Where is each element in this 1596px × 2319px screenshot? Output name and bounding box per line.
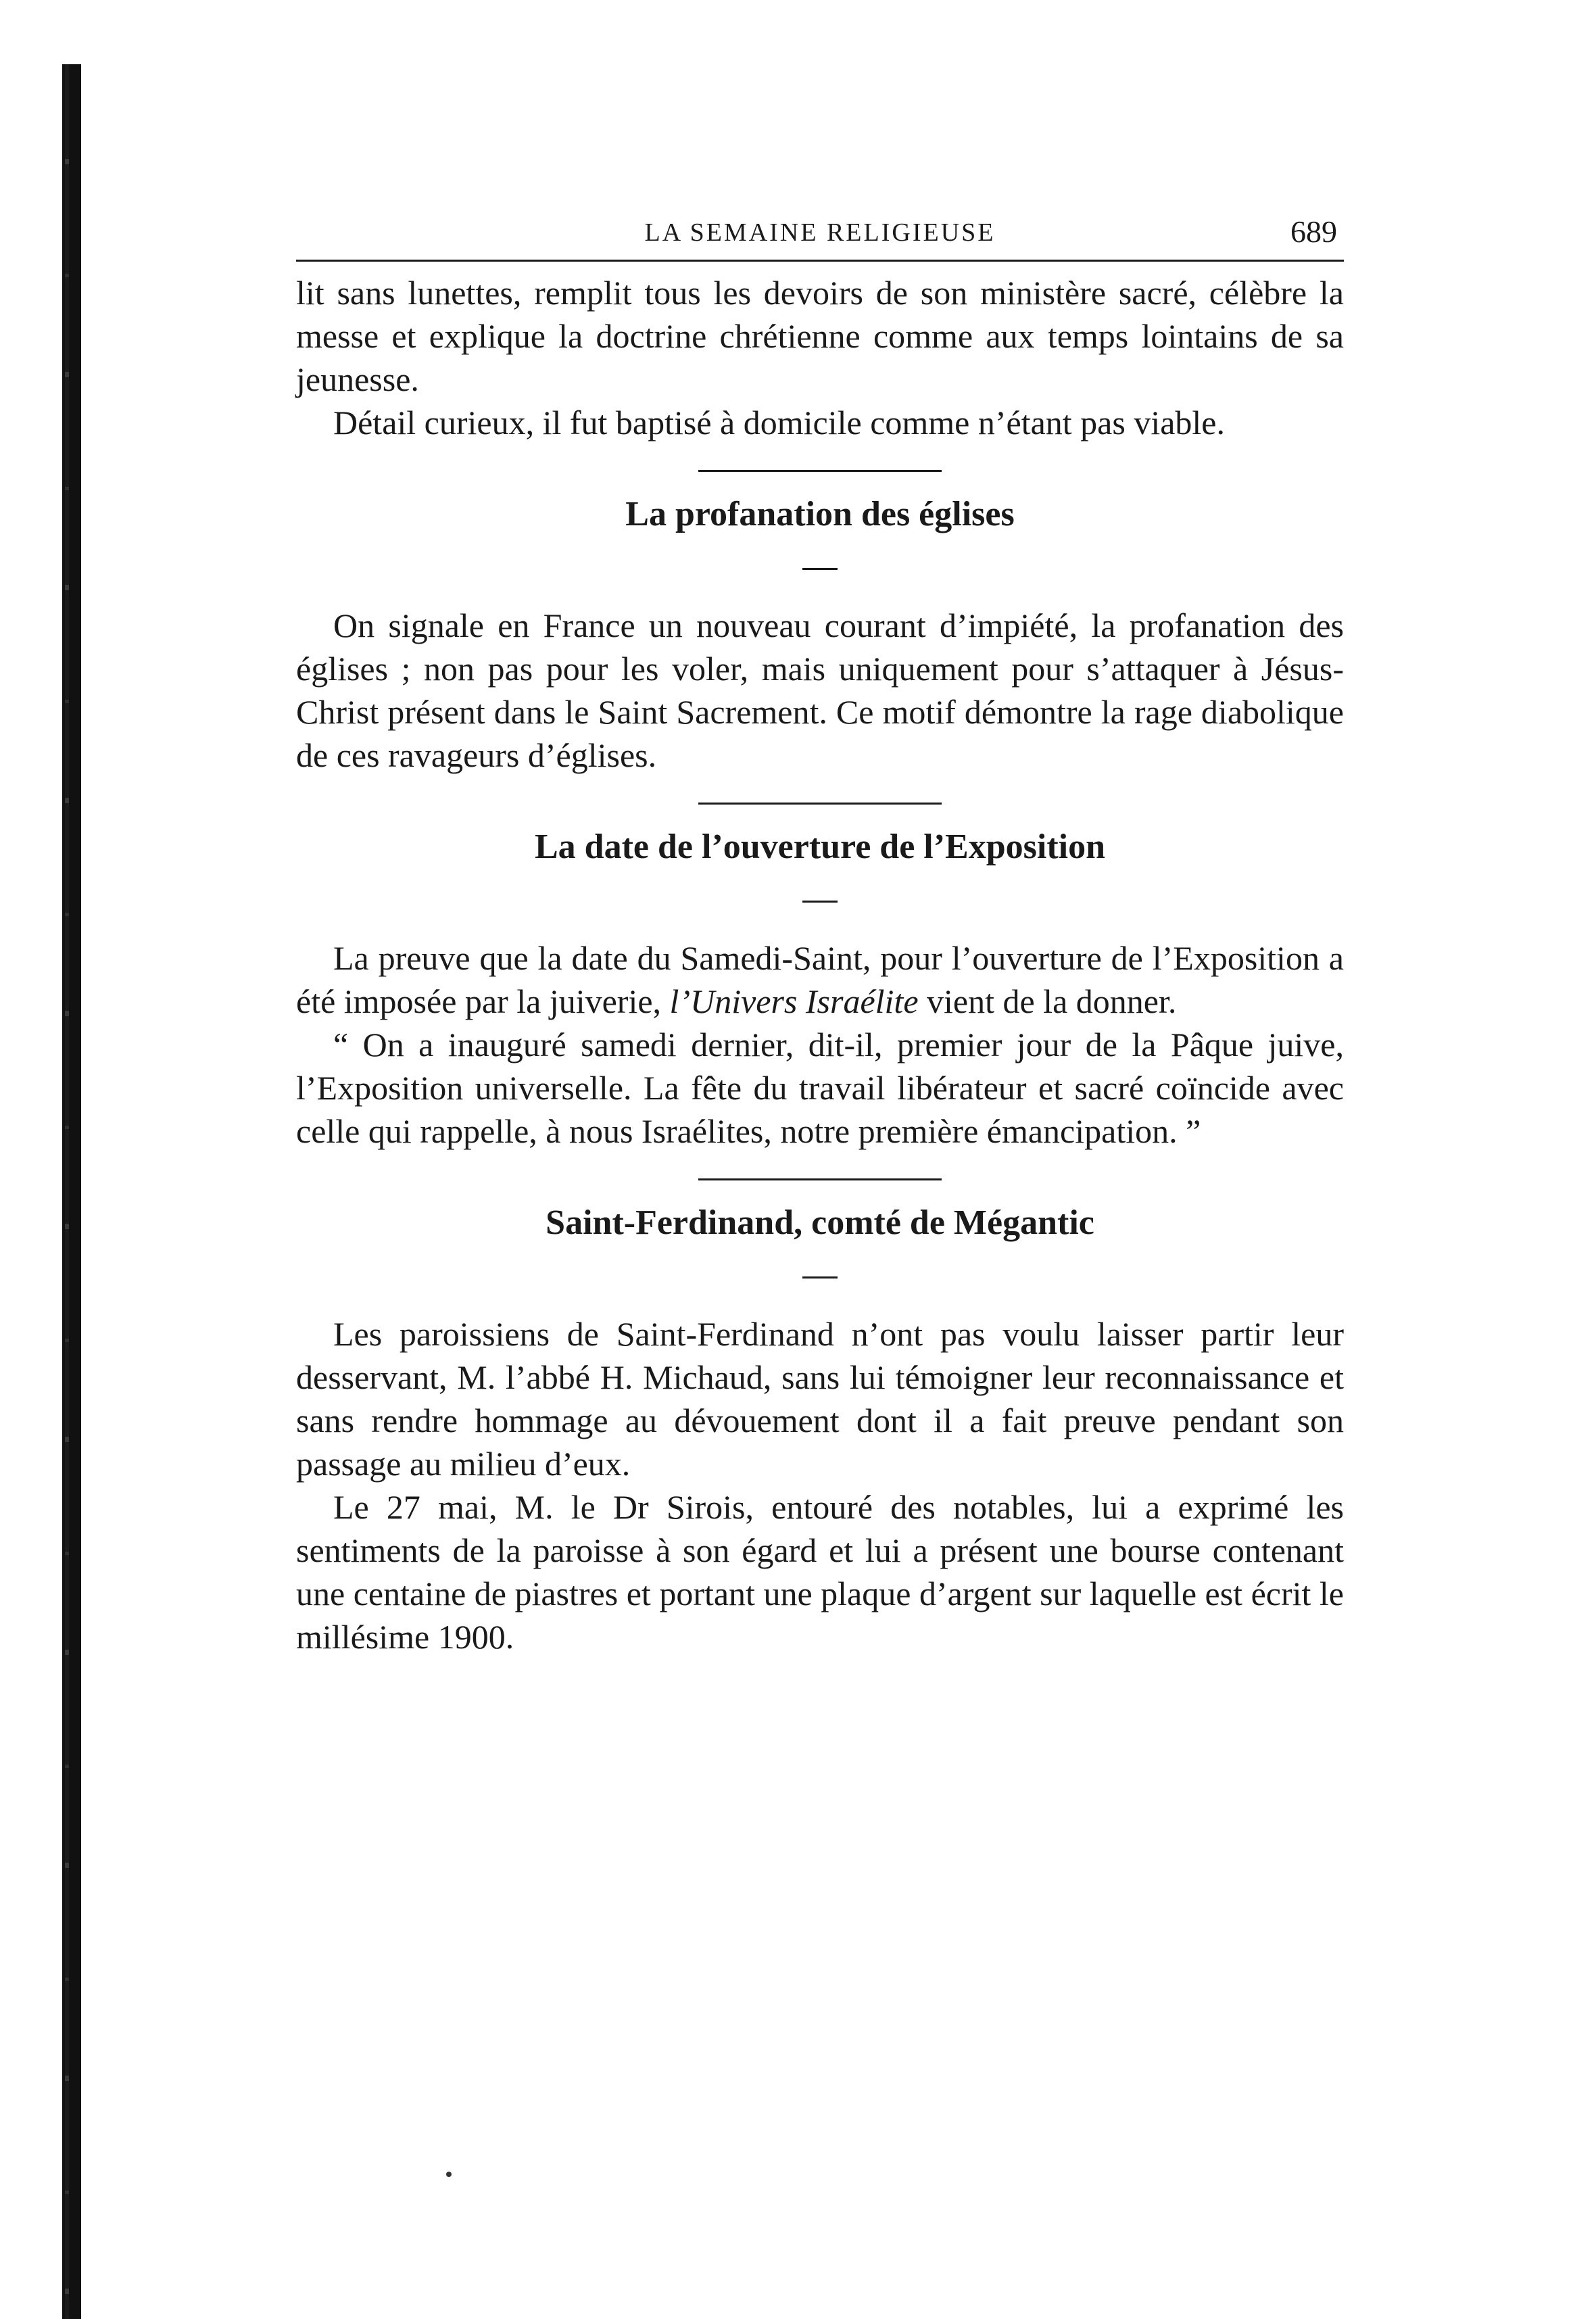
body-paragraph: Le 27 mai, M. le Dr Sirois, entouré des notables, lui a exprimé les sentiments de la paroisse à son égard et lui a présent une bourse contenant une centaine de piastres et portant une plaque d’argent sur laquelle est écrit le millésime 1900. <box>296 1488 1344 1656</box>
section-divider-rule <box>698 803 942 805</box>
title-dash <box>802 901 838 903</box>
intro-text <box>296 271 1344 444</box>
section-body-exposition <box>296 936 1344 1153</box>
title-dash <box>802 1276 838 1278</box>
section-divider-rule <box>698 470 942 472</box>
section-body-profanation <box>296 604 1344 777</box>
intro-paragraph-1: lit sans lunettes, remplit tous les devoirs de son ministère sacré, célèbre la messe et explique la doctrine chrétienne comme aux temps lointains de sa jeunesse. <box>296 274 1344 398</box>
section-title-saint-ferdinand: Saint-Ferdinand, comté de Mégantic <box>546 1203 1094 1242</box>
ink-speck <box>446 2172 452 2177</box>
body-paragraph: On signale en France un nouveau courant d’impiété, la profanation des églises ; non pas pour les voler, mais uniquement pour s’attaquer à Jésus-Christ présent dans le Saint Sacrement. Ce motif démontre la rage diabolique de ces ravageurs d’églises. <box>296 606 1344 774</box>
scan-binding-edge <box>62 64 81 2319</box>
document-page <box>296 210 1344 1658</box>
journal-name-italic: l’Univers Israélite <box>669 982 919 1020</box>
body-paragraph-quote: “ On a inauguré samedi dernier, dit-il, premier jour de la Pâque juive, l’Exposition universelle. La fête du travail libérateur et sacré coïncide avec celle qui rappelle, à nous Israélites, notre première émancipation. ” <box>296 1026 1344 1150</box>
section-title-profanation: La profanation des églises <box>625 495 1015 533</box>
running-header <box>296 210 1344 262</box>
body-paragraph: Les paroissiens de Saint-Ferdinand n’ont pas voulu laisser partir leur desservant, M. l’abbé H. Michaud, sans lui témoigner leur reconnaissance et sans rendre hommage au dévouement dont il a fait preuve pendant son passage au milieu d’eux. <box>296 1315 1344 1483</box>
body-paragraph <box>296 936 1344 1023</box>
section-title-exposition: La date de l’ouverture de l’Exposition <box>534 828 1106 866</box>
title-dash <box>802 568 838 570</box>
intro-paragraph-2: Détail curieux, il fut baptisé à domicile comme n’étant pas viable. <box>333 404 1225 441</box>
section-divider-rule <box>698 1178 942 1180</box>
running-title: LA SEMAINE RELIGIEUSE <box>644 218 996 247</box>
section-body-saint-ferdinand <box>296 1312 1344 1658</box>
body-text: La preuve que la date du Samedi-Saint, pour l’ouverture de l’Exposition a été imposée par la juiverie, <box>296 939 1344 1020</box>
page-number: 689 <box>1290 214 1337 249</box>
body-text: vient de la donner. <box>918 982 1177 1020</box>
